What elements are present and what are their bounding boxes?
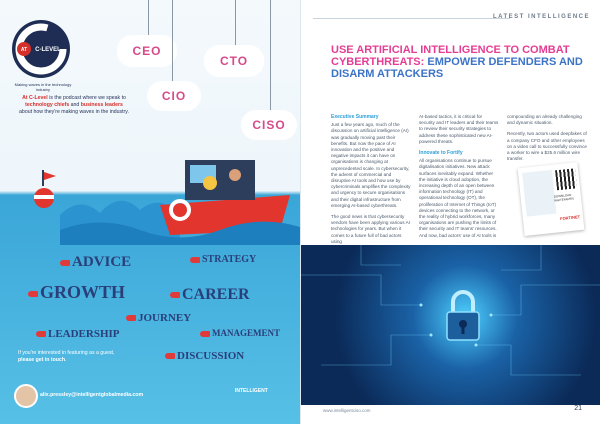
word-discussion: DISCUSSION [165, 350, 244, 362]
word-advice: ADVICE [60, 254, 131, 271]
footer-url[interactable]: www.intelligentciso.com [323, 408, 371, 413]
cloud-string [148, 0, 149, 40]
section-label: LATEST INTELLIGENCE [492, 14, 590, 20]
column-heading: Executive Summary [331, 114, 379, 120]
c-level-logo [10, 18, 72, 80]
cloud-cio: CIO [150, 84, 198, 108]
word-management: MANAGEMENT [200, 328, 280, 338]
column-heading: Innovate to Fortify [419, 150, 463, 157]
contact-email[interactable]: alix.pressley@intelligentglobalmedia.com [40, 392, 144, 398]
padlock-icon [443, 288, 483, 342]
cloud-ciso: CISO [244, 113, 294, 137]
word-career: CAREER [170, 286, 250, 304]
whitepaper-ad[interactable]: DOWNLOAD WHITEPAPER FORTINET [518, 162, 585, 236]
word-growth: GROWTH [28, 282, 125, 303]
article-headline: USE ARTIFICIAL INTELLIGENCE TO COMBAT CYBERTHREATS: EMPOWER DEFENDERS AND DISARM ATTACKERS [331, 44, 583, 80]
cloud-string [235, 0, 236, 48]
qr-code-icon[interactable] [555, 168, 577, 190]
buoy-icon [30, 170, 60, 210]
right-page-article [300, 0, 600, 424]
cloud-string [270, 0, 271, 115]
article-column-1: Executive Summary Just a few years ago, much of the discussion on artificial intelligence (AI) was gradually moving past their benefits. But now the pace of AI innovation and the positive and negative impacts it can have on organisations is changing at unprecedented scale. In cybersecurity, the advent of commercial and disruptive AI tools and how use by cybercriminals amplifies the complexity and urgency to secure organisations and their digital infrastructure from emerging AI-based cyberthreats. The good news is that cybersecurity vendors have been applying various AI technologies for years. But when it comes to a future full of bad actors using [331, 114, 411, 244]
logo-tagline: Making waves in the technology industry [14, 82, 72, 92]
article-column-3: compounding an already challenging and dynamic situation. Recently, two actors used deepfakes of a company CFO and other employees on a video call to successfully convince a worker to wire a $25.6 million wire transfer. [507, 114, 587, 162]
boat-illustration [60, 135, 300, 245]
cloud-ceo: CEO [120, 38, 174, 64]
cloud-cto: CTO [207, 48, 261, 74]
cloud-string [172, 0, 173, 86]
intro-text: At C-Level is the podcast where we speak to technology chiefs and business leaders about how they're making waves in the industry. [19, 95, 129, 115]
avatar [14, 384, 38, 408]
logo-text: C-LEVEL [35, 47, 61, 53]
page-number: 21 [574, 405, 582, 412]
word-leadership: LEADERSHIP [36, 328, 120, 340]
logo-at: AT [20, 47, 28, 53]
article-column-2: AI-based tactics, it is critical for security and IT leaders and their teams to review their security strategies to address these sophisticated new AI-powered threats. Innovate to Fortify All organisations continue to pursue digitalisation initiatives. New attack surfaces inevitably expand. Whether the initiative is cloud adoption, the increasing depth of an open between information technology (IT) and operational technology (OT), the proliferation of Internet of Things (IoT) devices connecting to the network, or the reality of hybrid workforces, many organisations are pushing the limits of their security and IT teams' resources. And now, bad actors' use of AI tools is [419, 114, 499, 238]
sponsor-logo: FORTINET [559, 214, 581, 222]
whitepaper-cover [522, 170, 556, 217]
intelligent-brand-logo: INTELLIGENT [235, 388, 268, 394]
guest-cta: If you're interested in featuring as a guest, please get in touch. [18, 350, 115, 363]
header-rule [313, 18, 510, 19]
word-journey: JOURNEY [126, 312, 191, 324]
word-strategy: STRATEGY [190, 254, 256, 265]
